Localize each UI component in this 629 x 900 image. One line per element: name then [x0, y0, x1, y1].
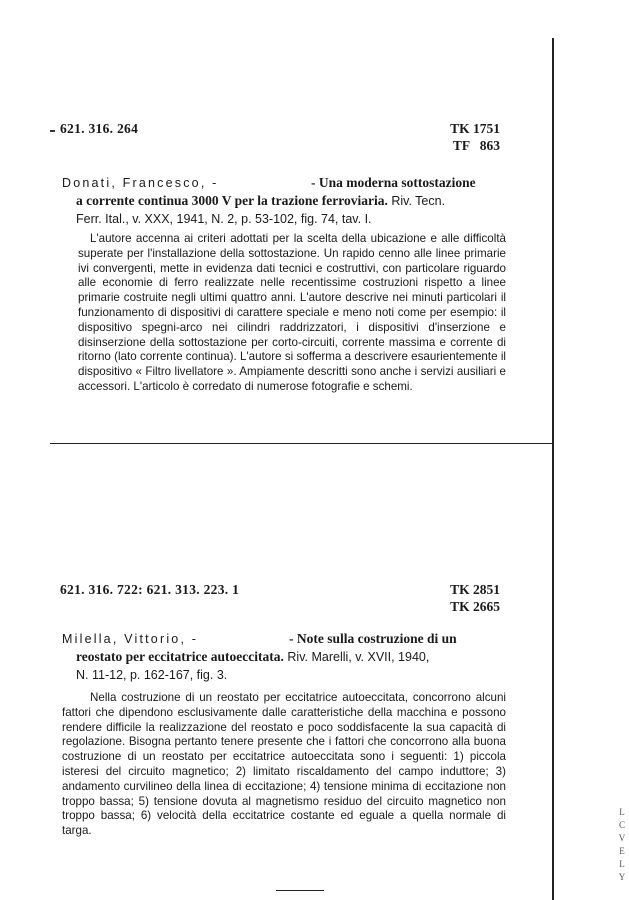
edge-char: L: [619, 859, 625, 869]
bottom-short-rule: [276, 890, 324, 891]
entry2-tk-code-2: TK 2665: [450, 599, 500, 614]
entry1-tk-code-2: TF 863: [452, 138, 500, 153]
edge-char: V: [618, 833, 626, 843]
entry1-author: Donati, Francesco, -: [62, 176, 219, 190]
entry1-classification-code: 621. 316. 264: [60, 121, 139, 136]
entry2-citation-line2: [62, 648, 502, 666]
edge-char: E: [619, 846, 625, 856]
entry1-title-part1: - Una moderna sottostazione: [311, 175, 476, 190]
entry1-citation-line1: [62, 174, 502, 192]
entry1-citation-line3: Ferr. Ital., v. XXX, 1941, N. 2, p. 53-102, fig. 74, tav. I.: [76, 212, 372, 226]
entry2-tk-code-1: TK 2851: [450, 582, 500, 597]
entry1-tk-code-1: TK 1751: [450, 121, 500, 136]
entry2-citation: [62, 630, 502, 684]
entry1-title-part2: a corrente continua 3000 V per la trazione ferroviaria.: [76, 193, 388, 208]
entry2-classification-code: 621. 316. 722: 621. 313. 223. 1: [60, 582, 240, 597]
entry2-citation-line3: N. 11-12, p. 162-167, fig. 3.: [76, 668, 228, 682]
entry2-journal-ref: Riv. Marelli, v. XVII, 1940,: [287, 650, 430, 664]
edge-char: C: [618, 820, 625, 830]
edge-char: Y: [618, 872, 626, 882]
entry2-abstract: Nella costruzione di un reostato per eccitatrice autoeccitata, concorrono alcuni fattori che dipendono esclusivamente dalle caratteristiche della macchina e possono rendere difficile la realizzazione del reostato e poco soddisfacente la sua capacità di regolazione. Bisogna pertanto tenere presente che i fattori che concorrono alla buona costruzione di un reostato per eccitatrice autoeccitata sono i seguenti: 1) piccola isteresi del circuito magnetico; 2) limitato riscaldamento del campo induttore; 3) andamento curvilineo della linea di eccitazione; 4) tensione minima di eccitazione non troppo bassa; 5) tensione dovuta al magnetismo residuo del circuito magnetico non troppo bassa; 6) velocità della eccitatrice costante ed eguale a quella normale di targa.: [62, 691, 506, 838]
edge-char: L: [619, 807, 625, 817]
entry1-citation: [62, 174, 502, 228]
entry2-title-part2: reostato per eccitatrice autoeccitata.: [76, 649, 284, 664]
edge-text-fragments: [618, 806, 626, 884]
entry1-journal-ref: Riv. Tecn.: [391, 194, 446, 208]
entry2-author: Milella, Vittorio, -: [62, 632, 199, 646]
entry1-citation-line2: [62, 192, 502, 210]
entry1-abstract: L'autore accenna ai criteri adottati per la scelta della ubicazione e alle difficoltà superate per l'installazione della sottostazione. Un rapido cenno alle linee primarie ivi convergenti, mette in evidenza dati tecnici e costruttivi, con particolare riguardo alle economie di ferro realizzate nelle recentissime costruzioni rispetto a linee primarie costruite negli ultimi quattro anni. L'autore descrive nei minuti particolari il funzionamento di dispositivi di carattere speciale e meno noti come per esempio: il dispositivo spegni-arco nei cilindri raddrizzatori, i dispositivi d'inserzione e disinserzione della sottostazione per corto-circuiti, corrente massima e corrente di ritorno (lato corrente continua). L'autore si sofferma a descrivere esaurientemente il dispositivo « Filtro livellatore ». Ampiamente descritti sono anche i servizi ausiliari e accessori. L'articolo è corredato di numerose fotografie e schemi.: [78, 232, 506, 393]
entry2-title-part1: - Note sulla costruzione di un: [289, 631, 457, 646]
entry2-citation-line1: [62, 630, 502, 648]
section-divider: [50, 443, 552, 444]
left-margin-mark: [50, 130, 55, 132]
right-vertical-rule: [552, 38, 554, 900]
